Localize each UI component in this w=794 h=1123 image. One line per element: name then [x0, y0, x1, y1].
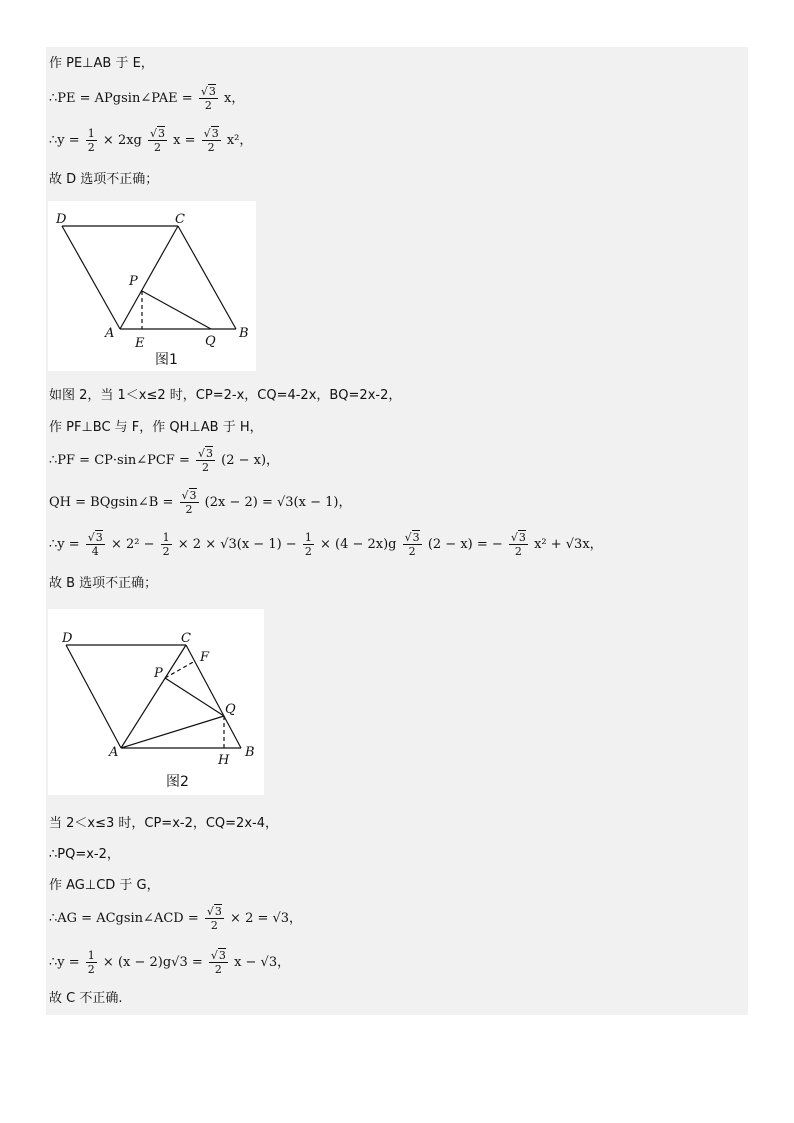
sqrt-symbol: √ — [210, 949, 218, 962]
label-e: E — [135, 336, 145, 351]
formula-y-1 — [49, 127, 252, 154]
label-a: A — [105, 326, 115, 341]
sqrt-symbol: √ — [206, 905, 214, 918]
segment-ac — [121, 645, 186, 748]
fraction-sqrt3-over-2 — [202, 127, 221, 154]
numerator: 1 — [87, 949, 95, 962]
formula-y-2 — [49, 531, 603, 558]
sqrt-symbol: √ — [181, 489, 189, 502]
formula-y-1-tail: x²， — [226, 133, 253, 148]
numerator: 1 — [162, 531, 170, 544]
formula-qh — [49, 489, 351, 516]
formula-y-3-tail: x − √3， — [234, 955, 291, 970]
formula-y-1-mid: × 2xg — [102, 133, 142, 148]
fraction-1-over-2 — [161, 531, 172, 558]
fraction-sqrt3-over-4 — [86, 531, 105, 558]
text-line-6: 作 PF⊥BC 与 F，作 QH⊥AB 于 H， — [49, 420, 263, 435]
radicand: 3 — [214, 905, 222, 918]
denominator: 2 — [185, 503, 193, 516]
radicand: 3 — [218, 949, 226, 962]
text-line-4: 故 D 选项不正确； — [49, 172, 159, 187]
formula-y-2-lhs: ∴y = — [49, 537, 80, 552]
text-line-12: ∴PQ=x-2， — [49, 847, 120, 862]
segment-pf-dashed — [165, 661, 195, 678]
radicand: 3 — [518, 531, 526, 544]
fraction-sqrt3-over-2 — [196, 447, 215, 474]
text-line-10: 故 B 选项不正确； — [49, 576, 158, 591]
formula-pf — [49, 447, 279, 474]
text-line-13: 作 AG⊥CD 于 G， — [49, 878, 160, 893]
label-q: Q — [205, 334, 216, 349]
formula-pe-lhs: ∴PE = APgsin∠PAE = — [49, 91, 193, 106]
sqrt-symbol: √ — [150, 127, 158, 140]
denominator: 2 — [162, 545, 170, 558]
formula-pf-lhs: ∴PF = CP·sin∠PCF = — [49, 453, 190, 468]
denominator: 2 — [408, 545, 416, 558]
label-a: A — [109, 745, 119, 760]
fraction-1-over-2 — [86, 127, 97, 154]
denominator: 2 — [154, 141, 162, 154]
formula-y-3 — [49, 949, 290, 976]
figure-1-caption: 图1 — [155, 352, 178, 368]
segment-pq — [142, 291, 211, 329]
segment-cb — [178, 226, 236, 329]
figure-2-diagram — [48, 609, 264, 795]
text-line-5: 如图 2，当 1＜x≤2 时，CP=2-x，CQ=4-2x，BQ=2x-2， — [49, 388, 402, 403]
formula-pe-tail: x， — [223, 91, 245, 106]
text-line-11: 当 2＜x≤3 时，CP=x-2，CQ=2x-4， — [49, 816, 278, 831]
formula-pf-tail: (2 − x)， — [221, 453, 280, 468]
label-d: D — [56, 212, 67, 227]
radicand: 3 — [189, 489, 197, 502]
formula-y-2-c: × (4 − 2x)g — [319, 537, 397, 552]
formula-y-3-lhs: ∴y = — [49, 955, 80, 970]
denominator: 2 — [202, 461, 209, 474]
radicand: 3 — [412, 531, 420, 544]
label-c: C — [175, 212, 185, 227]
denominator: 4 — [91, 545, 99, 558]
formula-y-2-d: (2 − x) = − — [427, 537, 503, 552]
denominator: 2 — [304, 545, 312, 558]
segment-pq — [165, 678, 224, 716]
formula-y-2-a: × 2² − — [110, 537, 155, 552]
label-b: B — [245, 745, 255, 760]
formula-y-3-mid: × (x − 2)g√3 = — [102, 955, 203, 970]
denominator: 2 — [87, 963, 95, 976]
figure-2-caption: 图2 — [166, 774, 189, 790]
fraction-sqrt3-over-2 — [403, 531, 422, 558]
denominator: 2 — [514, 545, 522, 558]
fraction-sqrt3-over-2 — [180, 489, 199, 516]
fraction-1-over-2 — [86, 949, 97, 976]
denominator: 2 — [207, 141, 215, 154]
label-p: P — [154, 666, 163, 681]
denominator: 2 — [204, 99, 212, 112]
segment-da — [62, 226, 120, 329]
formula-pe — [49, 85, 244, 112]
sqrt-symbol: √ — [510, 531, 518, 544]
fraction-sqrt3-over-2 — [209, 949, 228, 976]
label-p: P — [129, 274, 138, 289]
text-line-1: 作 PE⊥AB 于 E， — [49, 56, 154, 71]
radicand: 3 — [206, 447, 214, 460]
fraction-sqrt3-over-2 — [199, 85, 218, 112]
formula-ag — [49, 905, 302, 932]
denominator: 2 — [87, 141, 95, 154]
sqrt-symbol: √ — [198, 447, 206, 460]
radicand: 3 — [95, 531, 103, 544]
formula-qh-tail: (2x − 2) = √3(x − 1)， — [204, 495, 352, 510]
figure-1 — [48, 201, 256, 371]
sqrt-symbol: √ — [87, 531, 95, 544]
label-b: B — [239, 326, 249, 341]
fraction-1-over-2 — [303, 531, 314, 558]
segment-da — [66, 645, 121, 748]
label-q: Q — [225, 702, 236, 717]
label-h: H — [218, 753, 230, 768]
segment-aq — [121, 716, 224, 748]
fraction-sqrt3-over-2 — [509, 531, 528, 558]
fraction-sqrt3-over-2 — [148, 127, 167, 154]
sqrt-symbol: √ — [200, 85, 208, 98]
fraction-sqrt3-over-2 — [205, 905, 224, 932]
formula-y-1-lhs: ∴y = — [49, 133, 80, 148]
numerator: 1 — [304, 531, 312, 544]
text-line-16: 故 C 不正确. — [49, 991, 123, 1006]
formula-y-2-b: × 2 × √3(x − 1) − — [177, 537, 297, 552]
sqrt-symbol: √ — [203, 127, 211, 140]
label-f: F — [200, 650, 210, 665]
label-c: C — [181, 631, 191, 646]
solution-content — [46, 47, 748, 1015]
formula-y-1-eq: x = — [173, 133, 196, 148]
radicand: 3 — [211, 127, 219, 140]
label-d: D — [62, 631, 73, 646]
formula-qh-lhs: QH = BQgsin∠B = — [49, 495, 174, 510]
denominator: 2 — [214, 963, 222, 976]
figure-2 — [48, 609, 264, 795]
sqrt-symbol: √ — [404, 531, 412, 544]
radicand: 3 — [208, 85, 216, 98]
denominator: 2 — [210, 919, 218, 932]
formula-ag-tail: × 2 = √3， — [230, 911, 303, 926]
formula-ag-lhs: ∴AG = ACgsin∠ACD = — [49, 911, 199, 926]
formula-y-2-tail: x² + √3x， — [534, 537, 603, 552]
figure-1-diagram — [48, 201, 256, 371]
numerator: 1 — [87, 127, 95, 140]
radicand: 3 — [158, 127, 166, 140]
